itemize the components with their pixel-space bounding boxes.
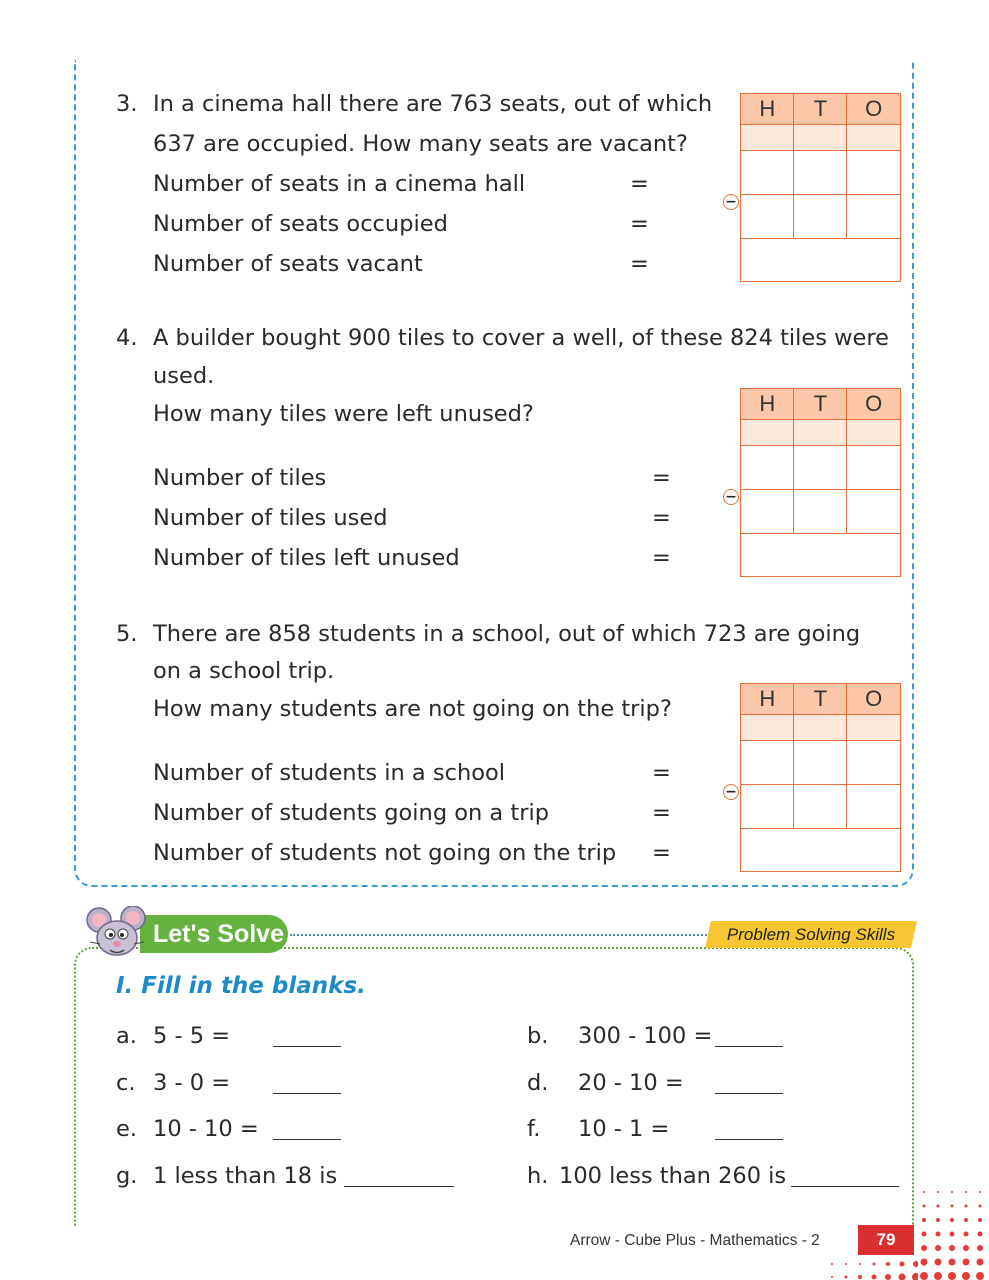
answer-blank-g[interactable] <box>344 1164 454 1187</box>
hto-header-t: T <box>793 683 848 715</box>
problem-3-line2: 637 are occupied. How many seats are vacant? <box>153 131 688 157</box>
problem-5-question: How many students are not going on the trip? <box>153 696 672 722</box>
hto-header-o: O <box>846 388 901 420</box>
hto-cell[interactable] <box>846 714 901 742</box>
hto-cell[interactable] <box>793 740 848 785</box>
hto-header-t: T <box>793 388 848 420</box>
problem-5-line1: There are 858 students in a school, out of which 723 are going <box>153 621 861 647</box>
item-f-expr: 10 - 1 = <box>578 1116 670 1142</box>
hto-cell[interactable] <box>740 714 795 742</box>
equals-sign: = <box>630 211 649 237</box>
item-h-expr: 100 less than 260 is <box>559 1163 787 1189</box>
answer-blank-a[interactable] <box>273 1024 341 1047</box>
item-a-expr: 5 - 5 = <box>153 1023 231 1049</box>
item-b-label: b. <box>527 1023 549 1049</box>
hto-cell[interactable] <box>793 714 848 742</box>
hto-header-h: H <box>740 683 795 715</box>
problem-5-row-not-going: Number of students not going on the trip <box>153 840 617 866</box>
mouse-mascot-icon <box>86 906 150 962</box>
hto-cell[interactable] <box>793 150 848 195</box>
lets-solve-title: Let's Solve <box>153 920 284 948</box>
hto-cell[interactable] <box>740 445 795 490</box>
item-b-expr: 300 - 100 = <box>578 1023 713 1049</box>
dotted-divider <box>290 934 710 936</box>
equals-sign: = <box>652 465 671 491</box>
problem-4-row-unused: Number of tiles left unused <box>153 545 460 571</box>
equals-sign: = <box>652 800 671 826</box>
hto-cell[interactable] <box>740 784 795 829</box>
hto-cell[interactable] <box>740 150 795 195</box>
hto-cell[interactable] <box>846 150 901 195</box>
problem-3-row-total: Number of seats in a cinema hall <box>153 171 526 197</box>
problem-4-number: 4. <box>116 325 138 351</box>
item-c-expr: 3 - 0 = <box>153 1070 231 1096</box>
hto-cell[interactable] <box>740 740 795 785</box>
hto-header-t: T <box>793 93 848 125</box>
problem-4-row-used: Number of tiles used <box>153 505 388 531</box>
hto-answer-cell[interactable] <box>740 237 901 282</box>
item-h-label: h. <box>527 1163 549 1189</box>
problem-3-number: 3. <box>116 91 138 117</box>
item-e-expr: 10 - 10 = <box>153 1116 259 1142</box>
skill-tag: Problem Solving Skills <box>726 925 896 944</box>
hto-answer-cell[interactable] <box>740 827 901 872</box>
problem-4-line1: A builder bought 900 tiles to cover a well, of these 824 tiles were <box>153 325 889 351</box>
hto-header-o: O <box>846 683 901 715</box>
hto-answer-cell[interactable] <box>740 532 901 577</box>
problem-3-row-vacant: Number of seats vacant <box>153 251 423 277</box>
hto-cell[interactable] <box>846 445 901 490</box>
problem-3-line1: In a cinema hall there are 763 seats, out of which <box>153 91 713 117</box>
problem-4-line2: used. <box>153 363 215 389</box>
hto-table-5 <box>740 683 901 872</box>
problem-5-row-going: Number of students going on a trip <box>153 800 549 826</box>
answer-blank-e[interactable] <box>273 1117 341 1140</box>
answer-blank-c[interactable] <box>273 1071 341 1094</box>
page-number: 79 <box>858 1225 914 1255</box>
equals-sign: = <box>630 171 649 197</box>
problem-4-row-total: Number of tiles <box>153 465 327 491</box>
problem-5-number: 5. <box>116 621 138 647</box>
section-title: I. Fill in the blanks. <box>116 973 366 999</box>
hto-cell[interactable] <box>846 124 901 152</box>
equals-sign: = <box>630 251 649 277</box>
hto-cell[interactable] <box>846 740 901 785</box>
hto-cell[interactable] <box>846 489 901 534</box>
book-footer: Arrow - Cube Plus - Mathematics - 2 <box>570 1232 820 1249</box>
answer-blank-b[interactable] <box>715 1024 783 1047</box>
minus-icon: − <box>723 194 739 210</box>
item-g-label: g. <box>116 1163 138 1189</box>
equals-sign: = <box>652 760 671 786</box>
answer-blank-h[interactable] <box>791 1164 899 1187</box>
hto-cell[interactable] <box>740 194 795 239</box>
hto-cell[interactable] <box>793 419 848 447</box>
hto-cell[interactable] <box>793 445 848 490</box>
item-f-label: f. <box>527 1116 541 1142</box>
hto-cell[interactable] <box>846 784 901 829</box>
item-c-label: c. <box>116 1070 136 1096</box>
hto-header-o: O <box>846 93 901 125</box>
item-g-expr: 1 less than 18 is <box>153 1163 338 1189</box>
hto-cell[interactable] <box>846 419 901 447</box>
hto-cell[interactable] <box>740 489 795 534</box>
minus-icon: − <box>723 784 739 800</box>
decorative-dots-lower <box>822 1258 918 1280</box>
problem-5-row-total: Number of students in a school <box>153 760 506 786</box>
problem-3-row-occupied: Number of seats occupied <box>153 211 448 237</box>
hto-table-3 <box>740 93 901 282</box>
minus-icon: − <box>723 489 739 505</box>
hto-cell[interactable] <box>740 124 795 152</box>
hto-table-4 <box>740 388 901 577</box>
item-e-label: e. <box>116 1116 137 1142</box>
answer-blank-d[interactable] <box>715 1071 783 1094</box>
problem-5-line2: on a school trip. <box>153 658 335 684</box>
item-d-expr: 20 - 10 = <box>578 1070 684 1096</box>
hto-cell[interactable] <box>793 784 848 829</box>
answer-blank-f[interactable] <box>715 1117 783 1140</box>
item-a-label: a. <box>116 1023 137 1049</box>
hto-cell[interactable] <box>740 419 795 447</box>
hto-cell[interactable] <box>793 489 848 534</box>
problem-4-question: How many tiles were left unused? <box>153 401 534 427</box>
hto-cell[interactable] <box>793 124 848 152</box>
equals-sign: = <box>652 505 671 531</box>
hto-header-h: H <box>740 388 795 420</box>
hto-cell[interactable] <box>793 194 848 239</box>
equals-sign: = <box>652 840 671 866</box>
equals-sign: = <box>652 545 671 571</box>
item-d-label: d. <box>527 1070 549 1096</box>
hto-header-h: H <box>740 93 795 125</box>
decorative-dots <box>918 1186 989 1280</box>
hto-cell[interactable] <box>846 194 901 239</box>
